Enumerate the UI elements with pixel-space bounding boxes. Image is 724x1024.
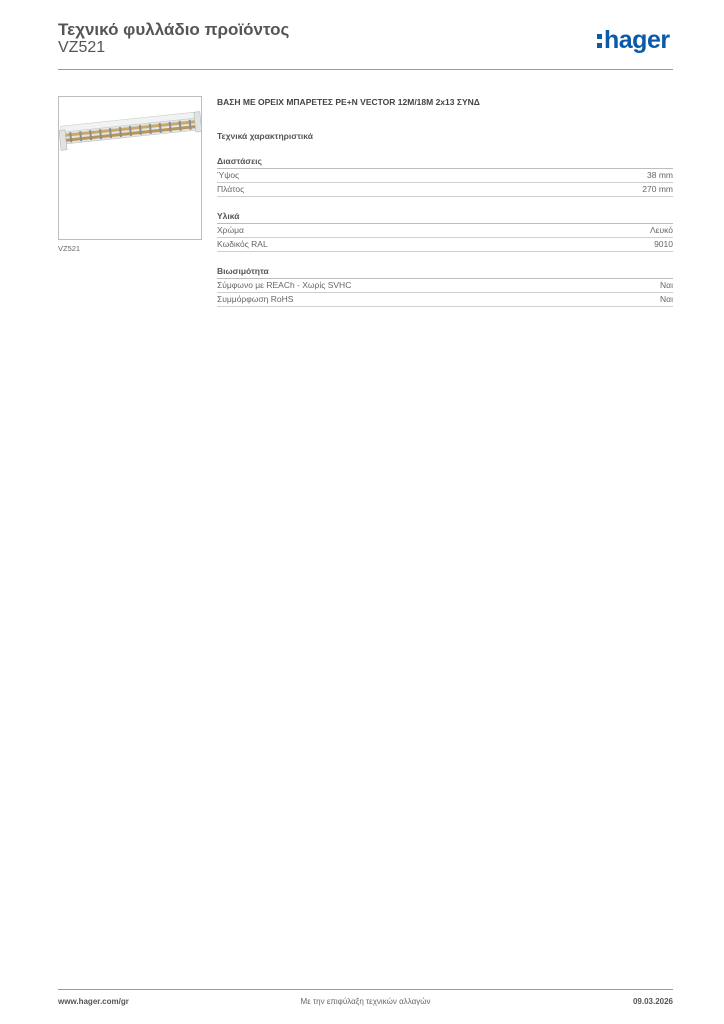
spec-value: Λευκό	[650, 225, 673, 235]
spec-group-title: Υλικά	[217, 210, 673, 224]
spec-label: Συμμόρφωση RoHS	[217, 294, 294, 304]
spec-group-dimensions	[217, 155, 673, 197]
spec-row	[217, 224, 673, 238]
spec-group-materials	[217, 210, 673, 252]
spec-row	[217, 279, 673, 293]
spec-row	[217, 169, 673, 183]
spec-value: 9010	[654, 239, 673, 249]
spec-label: Ύψος	[217, 170, 240, 180]
spec-group-title: Βιωσιμότητα	[217, 265, 673, 279]
spec-label: Πλάτος	[217, 184, 245, 194]
spec-group-title: Διαστάσεις	[217, 155, 673, 169]
product-title: ΒΑΣΗ ΜΕ ΟΡΕΙΧ ΜΠΑΡΕΤΕΣ PE+N VECTOR 12M/18M 2x13 ΣΥΝΔ	[217, 97, 480, 107]
logo-text: hager	[604, 26, 670, 54]
footer-divider	[58, 989, 673, 990]
spec-value: 38 mm	[647, 170, 673, 180]
hager-logo	[597, 28, 670, 53]
spec-label: Σύμφωνο με REACh - Χωρίς SVHC	[217, 280, 352, 290]
image-caption: VZ521	[58, 244, 81, 253]
footer-note: Με την επιφύλαξη τεχνικών αλλαγών	[300, 997, 431, 1006]
product-details	[217, 96, 673, 307]
header-divider	[58, 69, 673, 70]
busbar-base-illustration	[59, 97, 201, 239]
spec-row	[217, 238, 673, 252]
spec-row	[217, 183, 673, 197]
spec-value: Ναι	[660, 294, 673, 304]
product-image	[58, 96, 202, 240]
spec-label: Κωδικός RAL	[217, 239, 268, 249]
product-code: VZ521	[58, 39, 106, 56]
footer-date: 09.03.2026	[632, 997, 673, 1006]
spec-label: Χρώμα	[217, 225, 244, 235]
document-title: Τεχνικό φυλλάδιο προϊόντος	[58, 20, 290, 39]
specs-section-title: Τεχνικά χαρακτηριστικά	[217, 131, 313, 141]
footer-website-link[interactable]: www.hager.com/gr	[58, 997, 129, 1006]
spec-group-sustainability	[217, 265, 673, 307]
spec-value: Ναι	[660, 280, 673, 290]
spec-row	[217, 293, 673, 307]
spec-value: 270 mm	[642, 184, 673, 194]
logo-dots-icon	[597, 34, 602, 48]
